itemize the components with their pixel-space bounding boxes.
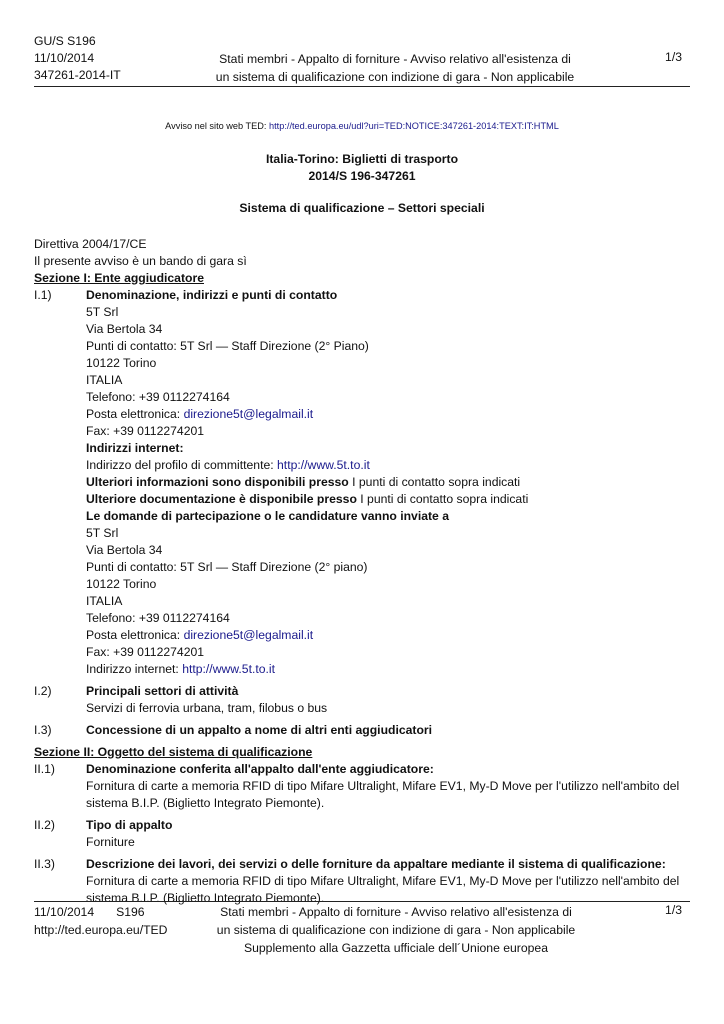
footer-date: 11/10/2014 [34,905,95,919]
header-meta [34,33,121,84]
header-divider [34,86,690,87]
footer-divider [34,901,690,902]
header-date: 11/10/2014 [34,51,95,65]
header-doc-id: 347261-2014-IT [34,68,121,82]
document-body [34,236,694,907]
footer-page-number: 1/3 [665,903,682,917]
header-page-number: 1/3 [665,50,682,64]
profile-url-link[interactable]: http://www.5t.to.it [277,458,370,472]
footer-meta [34,903,167,939]
section-2-heading: Sezione II: Oggetto del sistema di qualificazione [34,745,313,759]
item-i1: I.1) Denominazione, indirizzi e punti di contatto 5T Srl Via Bertola 34 Punti di contatto: 5T Srl — Staff Direzione (2° Piano) 10122 Torino ITALIA Telefono: +39 0112274164 Posta elettronica: direzione5t@legalmail.it Fax: +39 0112274201 Indirizzi internet: Indirizzo del profilo di committente: http://www.5t.to.it Ulteriori informazioni sono disponibili presso I punti di contatto sopra indicati Ulteriore documentazione è disponibile presso I punti di contatto sopra indicati Le domande di partecipazione o le candidature vanno inviate a 5T Srl Via Bertola 34 Punti di contatto: 5T Srl — Staff Direzione (2° piano) 10122 Torino ITALIA Telefono: +39 0112274164 Posta elettronica: direzione5t@legalmail.it Fax: +39 0112274201 Indirizzo internet: http://www.5t.to.it [34,288,529,676]
ted-notice-link[interactable]: http://ted.europa.eu/udl?uri=TED:NOTICE:347261-2014:TEXT:IT:HTML [269,121,559,131]
ted-notice: Avviso nel sito web TED: http://ted.europa.eu/udl?uri=TED:NOTICE:347261-2014:TEXT:IT:HTML [165,121,559,131]
header-journal: GU/S S196 [34,34,96,48]
footer-description: Stati membri - Appalto di forniture - Avviso relativo all'esistenza di un sistema di qualificazione con indizione di gara - Non applicabile Supplemento alla Gazzetta ufficiale dell´Unione europea [216,905,576,955]
email-link-2[interactable]: direzione5t@legalmail.it [183,628,314,642]
item-i3: I.3) Concessione di un appalto a nome di altri enti aggiudicatori [34,723,433,737]
footer-site: http://ted.europa.eu/TED [34,923,168,937]
item-ii1: II.1) Denominazione conferita all'appalto dall'ente aggiudicatore: Fornitura di carte a memoria RFID di tipo Mifare Ultralight, Mifare EV1, My-D Move per l'utilizzo nell'ambito del sistema B.I.P. (Biglietto Integrato Piemonte). [34,762,680,810]
document-title: Italia-Torino: Biglietti di trasporto 2014/S 196-347261 [265,152,459,183]
footer-journal: S196 [116,905,145,919]
directive: Direttiva 2004/17/CE [34,237,147,251]
bando-statement: Il presente avviso è un bando di gara sì [34,254,247,268]
section-1-heading: Sezione I: Ente aggiudicatore [34,271,204,285]
internet-url-link-2[interactable]: http://www.5t.to.it [182,662,276,676]
header-description: Stati membri - Appalto di forniture - Avviso relativo all'esistenza di un sistema di qualificazione con indizione di gara - Non applicabile [215,52,575,84]
item-i2: I.2) Principali settori di attività Servizi di ferrovia urbana, tram, filobus o bus [34,684,328,715]
item-ii2: II.2) Tipo di appalto Forniture [34,818,173,849]
email-link[interactable]: direzione5t@legalmail.it [183,407,314,421]
item-ii3: II.3) Descrizione dei lavori, dei servizi o delle forniture da appaltare mediante il sistema di qualificazione: Fornitura di carte a memoria RFID di tipo Mifare Ultralight, Mifare EV1, My-D Move per l'utilizzo nell'ambito del sistema B.I.P. (Biglietto Integrato Piemonte). [34,857,680,905]
document-subtitle: Sistema di qualificazione – Settori speciali [239,201,485,215]
